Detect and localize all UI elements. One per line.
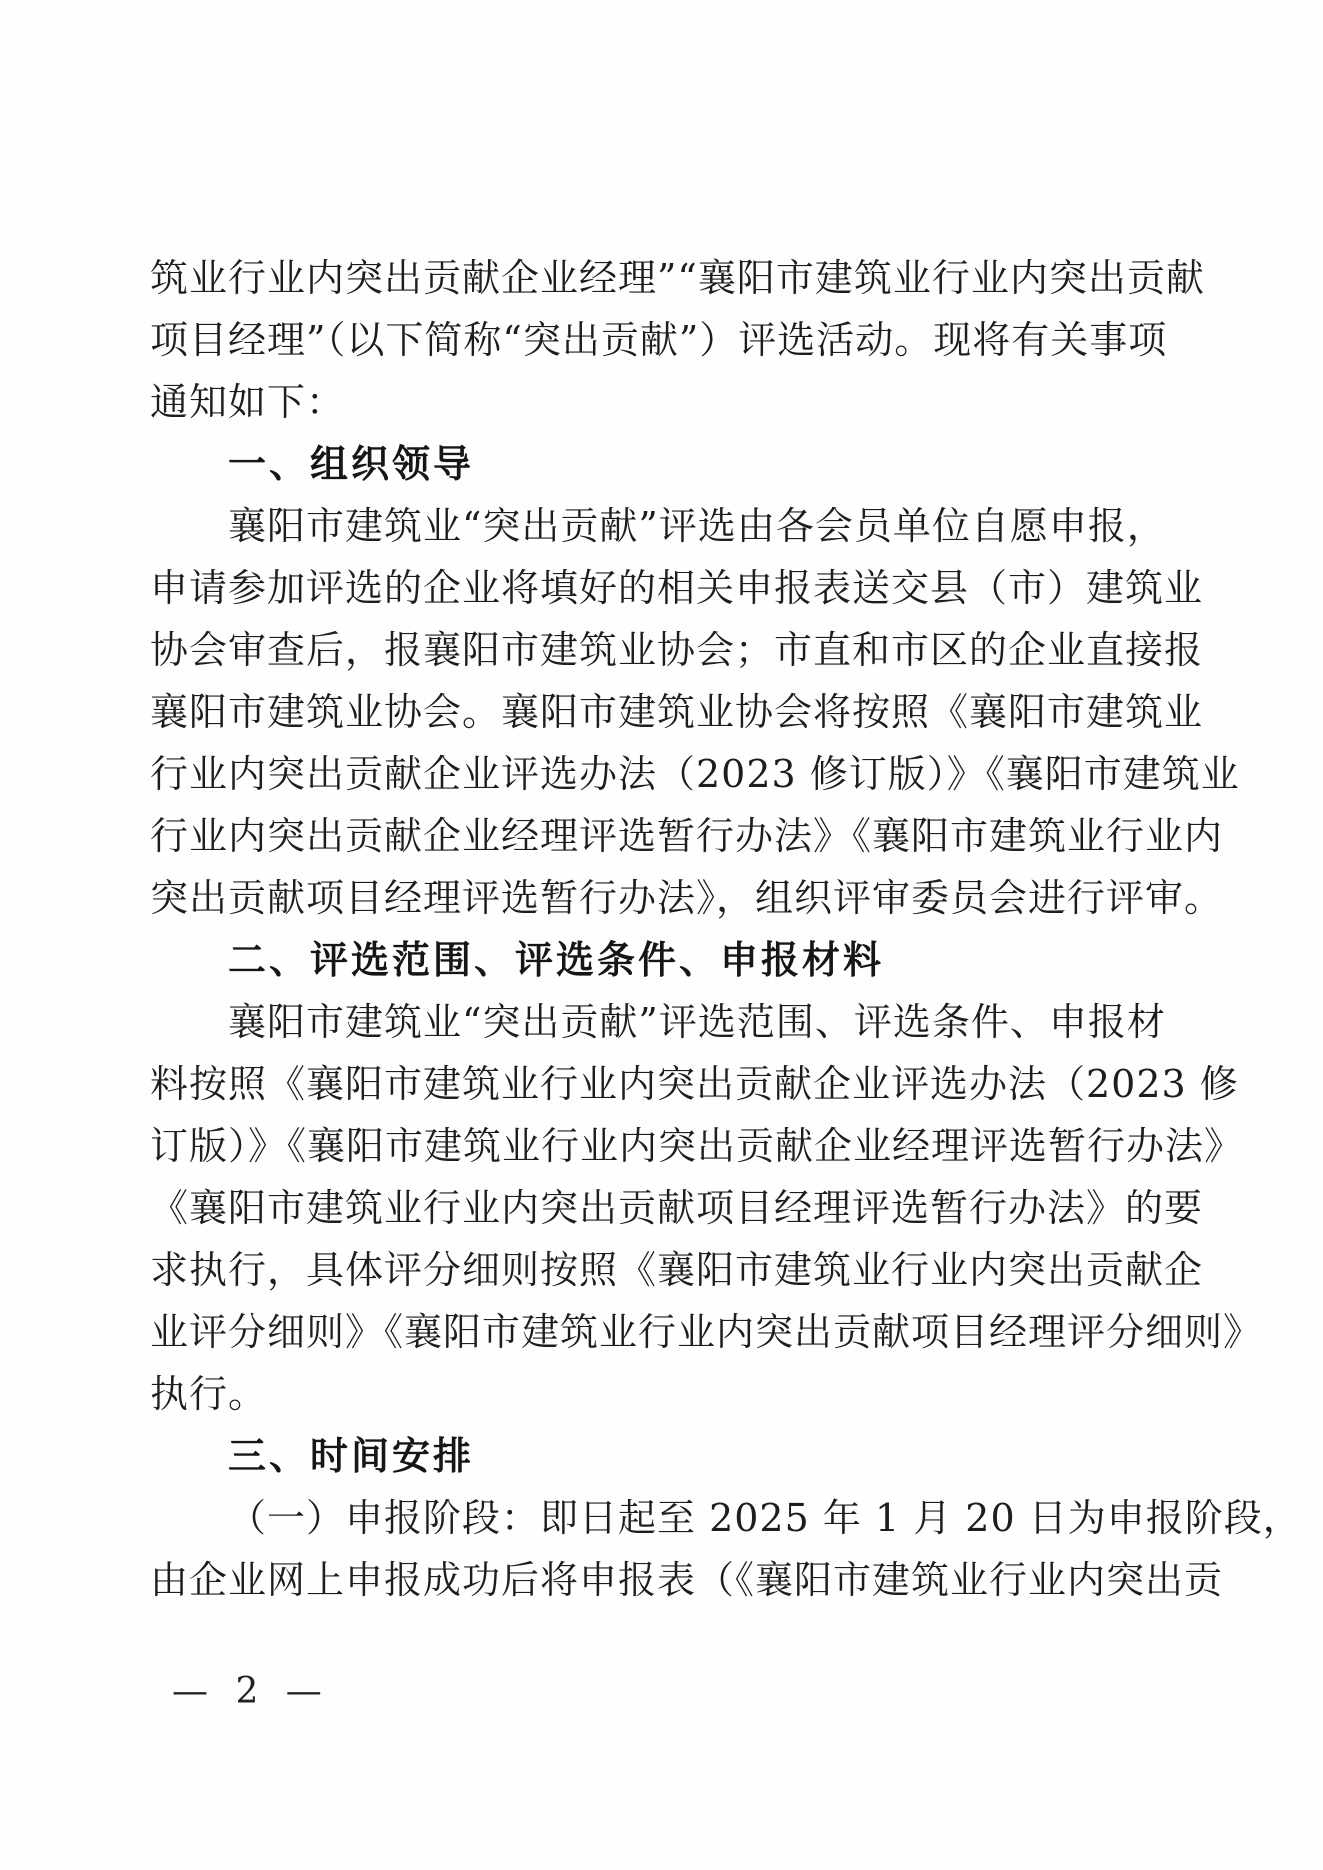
text-line: 行业内突出贡献企业评选办法（2023 修订版）》《襄阳市建筑业 <box>150 752 1240 796</box>
text-line: 筑业行业内突出贡献企业经理”“襄阳市建筑业行业内突出贡献 <box>150 256 1205 300</box>
text-line: 订版）》《襄阳市建筑业行业内突出贡献企业经理评选暂行办法》 <box>150 1124 1244 1168</box>
text-line: 料按照《襄阳市建筑业行业内突出贡献企业评选办法（2023 修 <box>150 1062 1239 1106</box>
text-line: 通知如下： <box>150 380 346 424</box>
text-line: 襄阳市建筑业协会。襄阳市建筑业协会将按照《襄阳市建筑业 <box>150 690 1204 734</box>
text-line: 行业内突出贡献企业经理评选暂行办法》《襄阳市建筑业行业内 <box>150 814 1224 858</box>
document-body <box>150 247 1302 1611</box>
text-line: 申请参加评选的企业将填好的相关申报表送交县（市）建筑业 <box>150 566 1204 610</box>
text-line: 项目经理”（以下简称“突出贡献”）评选活动。现将有关事项 <box>150 318 1168 362</box>
text-line: 襄阳市建筑业“突出贡献”评选范围、评选条件、申报材 <box>228 1000 1166 1044</box>
section-heading-2: 二、评选范围、评选条件、申报材料 <box>228 938 885 982</box>
section-heading-1: 一、组织领导 <box>228 442 475 486</box>
text-line: 突出贡献项目经理评选暂行办法》，组织评审委员会进行评审。 <box>150 876 1224 920</box>
text-line: 《襄阳市建筑业行业内突出贡献项目经理评选暂行办法》的要 <box>150 1186 1204 1230</box>
text-line: 业评分细则》《襄阳市建筑业行业内突出贡献项目经理评分细则》 <box>150 1310 1263 1354</box>
text-line: 协会审查后，报襄阳市建筑业协会；市直和市区的企业直接报 <box>150 628 1204 672</box>
text-line: 襄阳市建筑业“突出贡献”评选由各会员单位自愿申报， <box>228 504 1166 548</box>
text-line: 求执行，具体评分细则按照《襄阳市建筑业行业内突出贡献企 <box>150 1248 1204 1292</box>
page-number: — 2 — <box>172 1671 330 1712</box>
section-heading-3: 三、时间安排 <box>228 1434 475 1478</box>
text-line: （一）申报阶段：即日起至 2025 年 1 月 20 日为申报阶段， <box>228 1496 1302 1540</box>
text-line: 执行。 <box>150 1372 268 1416</box>
text-line: 由企业网上申报成功后将申报表（《襄阳市建筑业行业内突出贡 <box>150 1558 1224 1602</box>
